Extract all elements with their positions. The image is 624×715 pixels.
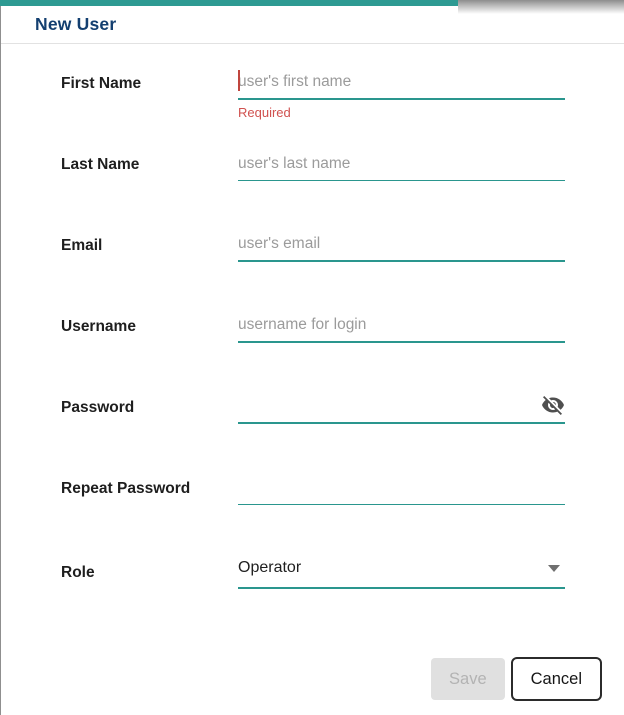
- dialog-header: [1, 6, 624, 44]
- dialog-title: New User: [35, 14, 117, 34]
- role-selected-value: Operator: [238, 559, 302, 576]
- password-label: Password: [61, 399, 135, 416]
- form-row-username: [1, 262, 624, 343]
- role-label: Role: [61, 564, 95, 581]
- first-name-input[interactable]: [238, 69, 565, 100]
- toggle-password-visibility-button[interactable]: [541, 393, 565, 417]
- form-row-password: [1, 343, 624, 424]
- email-label: Email: [61, 237, 103, 254]
- dialog-actions: [431, 657, 602, 701]
- text-caret: [238, 70, 240, 91]
- role-select[interactable]: [238, 555, 565, 589]
- visibility-off-icon: [541, 405, 565, 420]
- chevron-down-icon: [548, 565, 560, 572]
- username-input[interactable]: [238, 312, 565, 343]
- last-name-label: Last Name: [61, 156, 140, 173]
- new-user-form: [1, 44, 624, 589]
- save-button[interactable]: Save: [431, 658, 505, 700]
- first-name-control: [238, 69, 565, 120]
- form-row-first-name: [1, 44, 624, 120]
- repeat-password-control: [238, 475, 565, 505]
- repeat-password-input[interactable]: [238, 475, 565, 505]
- password-input[interactable]: [238, 393, 565, 424]
- role-control: [238, 555, 565, 589]
- email-field[interactable]: [238, 231, 565, 262]
- password-control: [238, 393, 565, 424]
- email-control: [238, 231, 565, 262]
- username-label: Username: [61, 318, 136, 335]
- last-name-input[interactable]: [238, 151, 565, 181]
- repeat-password-label: Repeat Password: [61, 480, 191, 497]
- first-name-error: Required: [238, 105, 291, 120]
- first-name-label: First Name: [61, 75, 142, 92]
- cancel-button[interactable]: Cancel: [511, 657, 602, 701]
- username-control: [238, 312, 565, 343]
- form-row-email: [1, 181, 624, 262]
- form-row-role: [1, 505, 624, 589]
- last-name-control: [238, 151, 565, 181]
- form-row-repeat-password: [1, 424, 624, 505]
- form-row-last-name: [1, 100, 624, 181]
